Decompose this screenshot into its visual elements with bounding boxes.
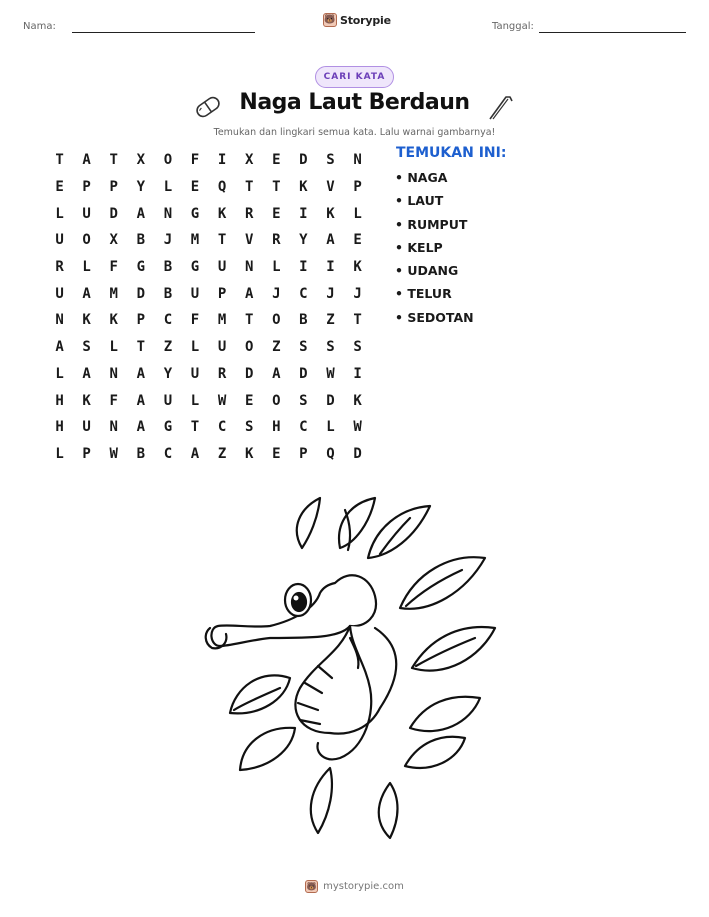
grid-letter[interactable]: Q xyxy=(326,445,335,462)
grid-letter[interactable]: N xyxy=(163,205,173,222)
grid-letter[interactable]: W xyxy=(326,365,335,382)
grid-letter[interactable]: P xyxy=(136,312,146,329)
grid-letter[interactable]: U xyxy=(55,285,64,302)
grid-letter[interactable]: U xyxy=(82,419,91,436)
grid-letter[interactable]: C xyxy=(217,419,227,436)
grid-letter[interactable]: A xyxy=(82,365,91,382)
date-label: Tanggal: xyxy=(492,21,534,32)
grid-letter[interactable]: T xyxy=(55,152,64,169)
storypie-footer-logo-icon: 🐻 xyxy=(306,882,317,891)
grid-letter[interactable]: O xyxy=(272,312,281,329)
grid-letter[interactable]: Y xyxy=(136,179,146,196)
grid-letter[interactable]: T xyxy=(190,419,200,436)
grid-letter[interactable]: E xyxy=(272,445,281,462)
grid-letter[interactable]: U xyxy=(55,232,64,249)
grid-letter[interactable]: O xyxy=(272,392,281,409)
grid-row xyxy=(46,280,372,307)
leafy-sea-dragon-illustration xyxy=(200,488,510,843)
grid-letter[interactable]: S xyxy=(299,392,308,409)
crest-leaf-3 xyxy=(368,506,430,558)
grid-letter[interactable]: K xyxy=(353,392,362,409)
grid-letter[interactable]: S xyxy=(244,419,254,436)
leaf-right-3 xyxy=(410,697,480,731)
grid-letter[interactable]: T xyxy=(272,179,281,196)
word-list-item: • TELUR xyxy=(395,286,452,302)
grid-letter[interactable]: S xyxy=(299,339,308,356)
straw-icon xyxy=(484,91,514,121)
brand-logo xyxy=(323,13,391,27)
grid-letter[interactable]: A xyxy=(82,152,91,169)
grid-letter[interactable]: K xyxy=(217,205,227,222)
grid-letter[interactable]: T xyxy=(136,339,146,356)
grid-letter[interactable]: K xyxy=(109,312,118,329)
grid-letter[interactable]: P xyxy=(217,285,227,302)
grid-row xyxy=(46,227,372,254)
grid-letter[interactable]: A xyxy=(136,419,146,436)
grid-letter[interactable]: E xyxy=(190,179,200,196)
grid-letter[interactable]: C xyxy=(299,285,308,302)
grid-letter[interactable]: Y xyxy=(299,232,308,249)
grid-row xyxy=(46,307,372,334)
grid-letter[interactable]: F xyxy=(109,259,118,276)
grid-letter[interactable]: K xyxy=(82,312,91,329)
grid-letter[interactable]: E xyxy=(244,392,254,409)
grid-letter[interactable]: A xyxy=(244,285,254,302)
grid-letter[interactable]: T xyxy=(244,312,254,329)
grid-letter[interactable]: O xyxy=(163,152,173,169)
grid-letter[interactable]: T xyxy=(353,312,362,329)
grid-letter[interactable]: K xyxy=(244,445,254,462)
grid-letter[interactable]: B xyxy=(136,232,146,249)
grid-letter[interactable]: R xyxy=(272,232,281,249)
grid-letter[interactable]: G xyxy=(163,419,173,436)
leaf-right-2 xyxy=(412,627,495,671)
grid-letter[interactable]: U xyxy=(82,205,91,222)
grid-letter[interactable]: U xyxy=(163,392,173,409)
grid-letter[interactable]: A xyxy=(326,232,335,249)
grid-letter[interactable]: J xyxy=(272,285,281,302)
leaf-bottom-1 xyxy=(311,768,332,833)
grid-letter[interactable]: N xyxy=(55,312,64,329)
grid-letter[interactable]: F xyxy=(190,312,200,329)
grid-letter[interactable]: P xyxy=(353,179,362,196)
grid-letter[interactable]: P xyxy=(299,445,308,462)
grid-letter[interactable]: J xyxy=(163,232,173,249)
grid-letter[interactable]: C xyxy=(299,419,308,436)
grid-letter[interactable]: D xyxy=(299,152,308,169)
leaf-bottom-2 xyxy=(379,783,398,838)
grid-letter[interactable]: X xyxy=(244,152,254,169)
grid-letter[interactable]: N xyxy=(353,152,362,169)
grid-letter[interactable]: L xyxy=(55,205,64,222)
grid-row xyxy=(46,174,372,201)
grid-letter[interactable]: I xyxy=(299,205,308,222)
crest-leaf-2 xyxy=(339,498,375,548)
grid-letter[interactable]: L xyxy=(326,419,335,436)
instructions: Temukan dan lingkari semua kata. Lalu warnai gambarnya! xyxy=(213,127,496,138)
grid-letter[interactable]: Z xyxy=(326,312,335,329)
grid-letter[interactable]: U xyxy=(190,285,200,302)
grid-letter[interactable]: D xyxy=(353,445,362,462)
footer xyxy=(0,880,709,893)
grid-letter[interactable]: D xyxy=(109,205,118,222)
grid-letter[interactable]: U xyxy=(190,365,200,382)
word-list-item: • RUMPUT xyxy=(395,216,468,232)
grid-row xyxy=(46,200,372,227)
grid-letter[interactable]: U xyxy=(217,339,227,356)
grid-letter[interactable]: L xyxy=(109,339,118,356)
grid-letter[interactable]: Q xyxy=(217,179,227,196)
date-field-line[interactable] xyxy=(539,32,686,33)
grid-letter[interactable]: W xyxy=(217,392,227,409)
grid-letter[interactable]: T xyxy=(109,152,118,169)
grid-letter[interactable]: X xyxy=(109,232,118,249)
grid-letter[interactable]: Z xyxy=(217,445,227,462)
grid-letter[interactable]: N xyxy=(109,365,118,382)
grid-letter[interactable]: K xyxy=(326,205,335,222)
grid-row xyxy=(46,387,372,414)
grid-letter[interactable]: J xyxy=(326,285,335,302)
grid-letter[interactable]: B xyxy=(163,259,173,276)
grid-letter[interactable]: K xyxy=(353,259,362,276)
grid-letter[interactable]: V xyxy=(326,179,335,196)
grid-letter[interactable]: M xyxy=(190,232,200,249)
word-list xyxy=(395,170,474,333)
grid-letter[interactable]: F xyxy=(109,392,118,409)
grid-letter[interactable]: I xyxy=(326,259,335,276)
grid-letter[interactable]: S xyxy=(353,339,362,356)
word-list-title: TEMUKAN INI: xyxy=(396,145,507,161)
grid-row xyxy=(46,254,372,281)
grid-letter[interactable]: E xyxy=(272,205,281,222)
grid-row xyxy=(46,334,372,361)
grid-letter[interactable]: H xyxy=(55,419,64,436)
grid-letter[interactable]: T xyxy=(217,232,227,249)
word-list-item: • KELP xyxy=(395,239,443,255)
word-list-item: • UDANG xyxy=(395,263,459,279)
grid-letter[interactable]: L xyxy=(55,445,64,462)
grid-letter[interactable]: M xyxy=(217,312,227,329)
grid-letter[interactable]: J xyxy=(353,285,362,302)
grid-letter[interactable]: A xyxy=(190,445,200,462)
grid-row xyxy=(46,441,372,468)
grid-letter[interactable]: A xyxy=(82,285,91,302)
grid-letter[interactable]: I xyxy=(299,259,308,276)
grid-letter[interactable]: A xyxy=(55,339,64,356)
grid-letter[interactable]: G xyxy=(190,259,200,276)
footer-url[interactable]: mystorypie.com xyxy=(323,881,404,892)
grid-letter[interactable]: L xyxy=(190,339,200,356)
grid-letter[interactable]: F xyxy=(190,152,200,169)
grid-letter[interactable]: W xyxy=(109,445,118,462)
grid-row xyxy=(46,361,372,388)
grid-letter[interactable]: B xyxy=(163,285,173,302)
grid-letter[interactable]: L xyxy=(82,259,91,276)
dragon-body xyxy=(295,626,396,734)
word-search-grid[interactable] xyxy=(46,147,372,467)
grid-letter[interactable]: M xyxy=(109,285,118,302)
grid-letter[interactable]: Z xyxy=(163,339,173,356)
grid-letter[interactable]: Y xyxy=(163,365,173,382)
grid-letter[interactable]: C xyxy=(163,312,173,329)
grid-letter[interactable]: A xyxy=(136,392,146,409)
grid-letter[interactable]: L xyxy=(272,259,281,276)
grid-letter[interactable]: G xyxy=(136,259,146,276)
name-label: Nama: xyxy=(23,21,56,32)
grid-letter[interactable]: N xyxy=(244,259,254,276)
grid-letter[interactable]: G xyxy=(190,205,200,222)
grid-letter[interactable]: O xyxy=(82,232,91,249)
grid-letter[interactable]: R xyxy=(55,259,64,276)
grid-letter[interactable]: E xyxy=(55,179,64,196)
word-list-item: • NAGA xyxy=(395,170,448,185)
grid-letter[interactable]: Z xyxy=(272,339,281,356)
grid-letter[interactable]: D xyxy=(244,365,254,382)
page-title: Naga Laut Berdaun xyxy=(239,90,470,115)
grid-letter[interactable]: E xyxy=(272,152,281,169)
grid-letter[interactable]: P xyxy=(109,179,118,196)
leaf-left-2 xyxy=(240,728,295,770)
grid-letter[interactable]: H xyxy=(272,419,281,436)
grid-letter[interactable]: X xyxy=(136,152,146,169)
grid-letter[interactable]: P xyxy=(82,445,91,462)
grid-letter[interactable]: P xyxy=(82,179,91,196)
grid-letter[interactable]: T xyxy=(244,179,254,196)
crest-leaf-1 xyxy=(297,498,320,548)
grid-letter[interactable]: U xyxy=(217,259,227,276)
grid-letter[interactable]: K xyxy=(82,392,91,409)
grid-letter[interactable]: D xyxy=(299,365,308,382)
grid-letter[interactable]: H xyxy=(55,392,64,409)
grid-letter[interactable]: L xyxy=(163,179,173,196)
brand-name: Storypie xyxy=(340,13,391,27)
storypie-logo-icon: 🐻 xyxy=(323,13,337,27)
grid-letter[interactable]: N xyxy=(109,419,118,436)
grid-letter[interactable]: R xyxy=(244,205,254,222)
grid-letter[interactable]: K xyxy=(299,179,308,196)
grid-letter[interactable]: I xyxy=(217,152,227,169)
category-badge: CARI KATA xyxy=(315,66,394,88)
grid-letter[interactable]: R xyxy=(217,365,227,382)
grid-letter[interactable]: A xyxy=(136,365,146,382)
grid-letter[interactable]: W xyxy=(353,419,362,436)
grid-letter[interactable]: B xyxy=(299,312,308,329)
grid-row xyxy=(46,147,372,174)
word-list-item: • LAUT xyxy=(395,193,444,209)
name-field-line[interactable] xyxy=(72,32,255,33)
grid-letter[interactable]: V xyxy=(244,232,254,249)
leaf-right-4 xyxy=(405,737,465,768)
grid-letter[interactable]: C xyxy=(163,445,173,462)
grid-letter[interactable]: S xyxy=(326,152,335,169)
grid-letter[interactable]: L xyxy=(55,365,64,382)
grid-letter[interactable]: D xyxy=(136,285,146,302)
grid-letter[interactable]: A xyxy=(272,365,281,382)
grid-letter[interactable]: I xyxy=(353,365,362,382)
grid-letter[interactable]: O xyxy=(244,339,254,356)
word-list-item: • SEDOTAN xyxy=(395,309,474,325)
grid-letter[interactable]: S xyxy=(326,339,335,356)
grid-letter[interactable]: E xyxy=(353,232,362,249)
grid-letter[interactable]: B xyxy=(136,445,146,462)
grid-letter[interactable]: A xyxy=(136,205,146,222)
grid-letter[interactable]: L xyxy=(353,205,362,222)
grid-letter[interactable]: L xyxy=(190,392,200,409)
grid-letter[interactable]: D xyxy=(326,392,335,409)
grid-row xyxy=(46,414,372,441)
grid-letter[interactable]: S xyxy=(82,339,91,356)
